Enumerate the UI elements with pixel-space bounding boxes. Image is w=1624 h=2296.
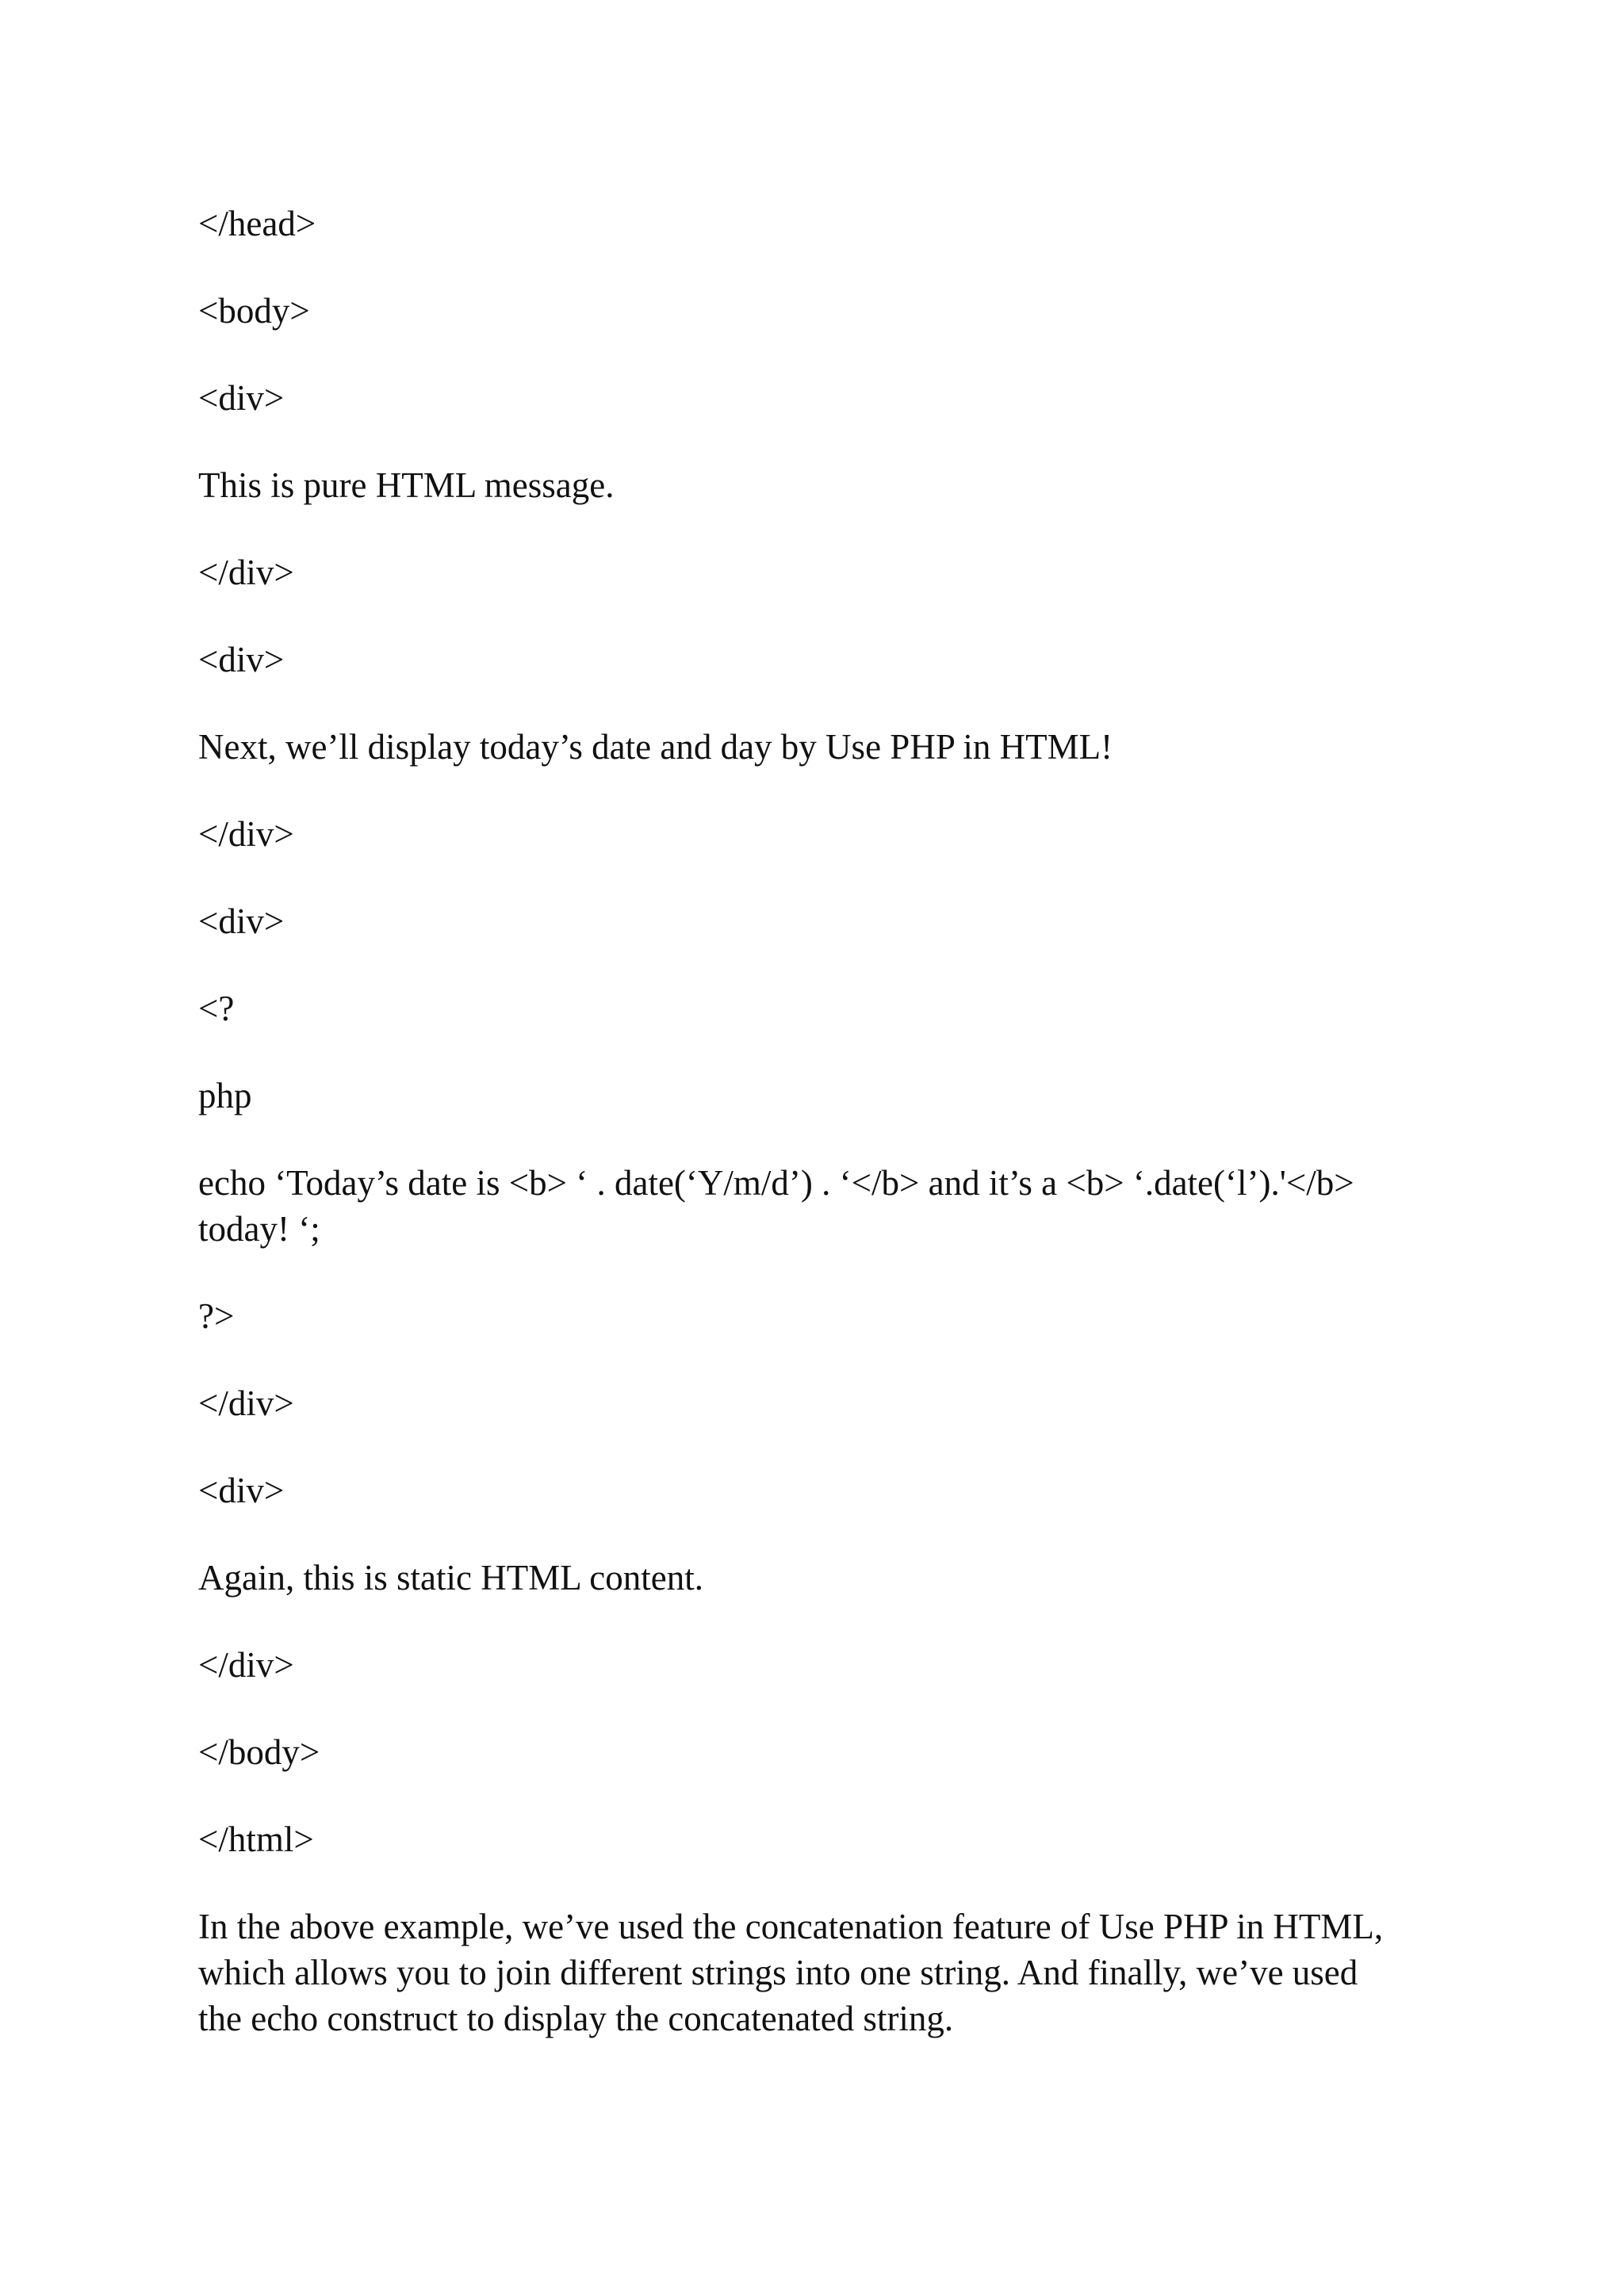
paragraph-line-3: the echo construct to display the concatenated string. xyxy=(198,1999,954,2038)
code-line-php-keyword: php xyxy=(198,1076,252,1115)
code-line-body-open: <body> xyxy=(198,291,310,331)
text-line-next-display: Next, we’ll display today’s date and day by Use PHP in HTML! xyxy=(198,727,1113,767)
text-line-static-html: Again, this is static HTML content. xyxy=(198,1558,703,1598)
code-line-head-close: </head> xyxy=(198,204,316,243)
code-line-div-open: <div> xyxy=(198,640,285,679)
code-line-div-open: <div> xyxy=(198,901,285,941)
paragraph-line-1: In the above example, we’ve used the concatenation feature of Use PHP in HTML, xyxy=(198,1907,1384,1946)
code-line-html-close: </html> xyxy=(198,1820,314,1859)
code-line-echo: echo ‘Today’s date is <b> ‘ . date(‘Y/m/d’) . ‘</b> and it’s a <b> ‘.date(‘l’).'</b> xyxy=(198,1163,1354,1203)
code-line-div-close: </div> xyxy=(198,1645,294,1685)
code-line-php-open: <? xyxy=(198,989,235,1028)
code-line-echo-continued: today! ‘; xyxy=(198,1209,320,1249)
text-line-pure-html: This is pure HTML message. xyxy=(198,465,615,505)
code-line-div-close: </div> xyxy=(198,814,294,854)
code-line-div-open: <div> xyxy=(198,1471,285,1510)
code-line-body-close: </body> xyxy=(198,1732,320,1772)
code-line-div-open: <div> xyxy=(198,378,285,418)
code-line-php-close: ?> xyxy=(198,1296,235,1336)
paragraph-line-2: which allows you to join different strings into one string. And finally, we’ve used xyxy=(198,1953,1358,1992)
code-line-div-close: </div> xyxy=(198,1383,294,1423)
code-line-div-close: </div> xyxy=(198,553,294,592)
